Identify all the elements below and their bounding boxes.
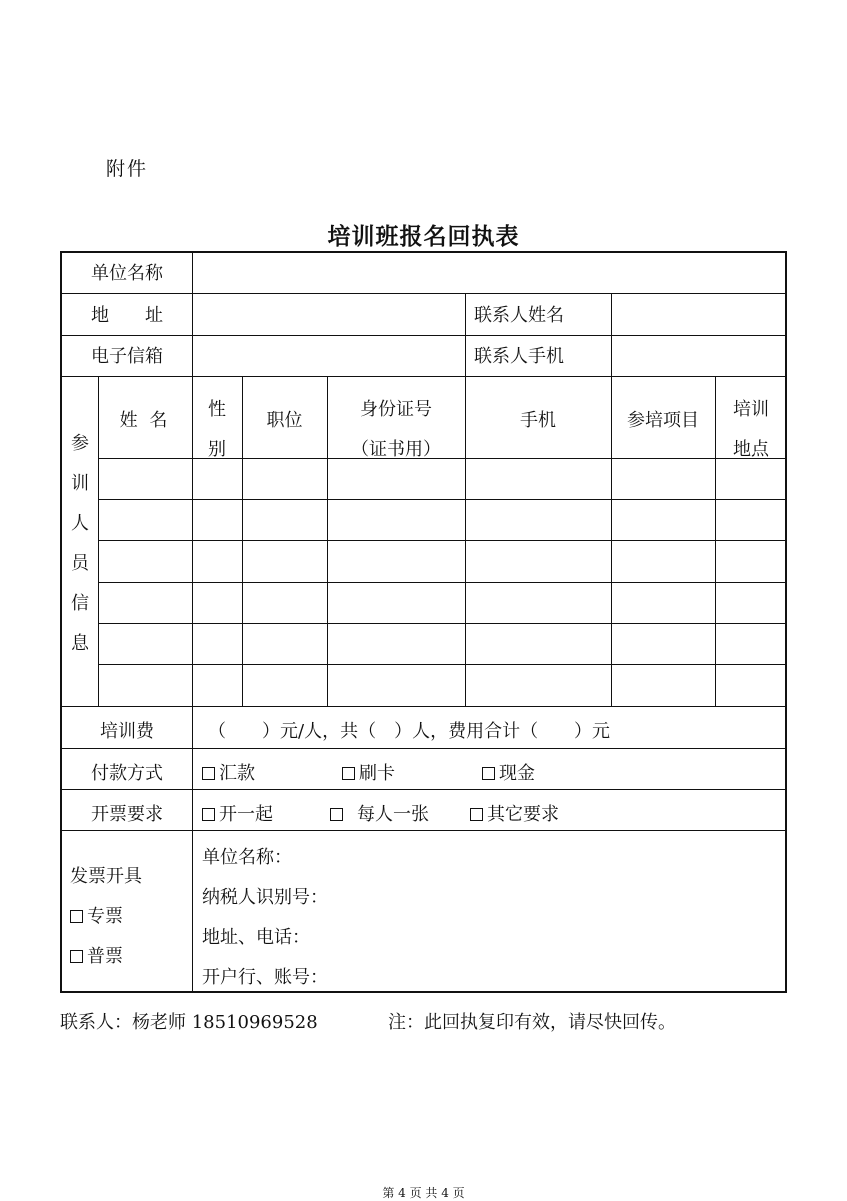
checkbox[interactable] — [202, 767, 215, 780]
row-divider — [62, 830, 787, 831]
gender-line: 性 — [208, 399, 226, 420]
invoice-requirement-label: 开票要求 — [91, 804, 163, 825]
location-line: 培训 — [733, 399, 769, 420]
row-divider — [62, 376, 787, 377]
invoice-option-label: 开一起 — [219, 804, 273, 825]
id-line: （证书用） — [351, 439, 441, 460]
column-header-gender — [192, 390, 242, 470]
column-divider — [465, 293, 466, 706]
trainee-info-char: 人 — [71, 513, 89, 534]
row-divider — [62, 335, 787, 336]
id-line: 身份证号 — [360, 399, 432, 420]
trainee-info-char: 训 — [71, 473, 89, 494]
checkbox[interactable] — [482, 767, 495, 780]
column-divider — [611, 293, 612, 706]
row-divider — [62, 789, 787, 790]
invoice-option-other[interactable] — [470, 804, 559, 826]
column-header-position: 职位 — [266, 410, 303, 431]
location-line: 地点 — [733, 439, 769, 460]
checkbox[interactable] — [202, 808, 215, 821]
attachment-label: 附件 — [106, 158, 149, 180]
fee-label: 培训费 — [100, 721, 154, 742]
checkbox[interactable] — [470, 808, 483, 821]
column-divider — [192, 253, 193, 993]
invoice-type-label: 专票 — [87, 906, 123, 927]
column-header-phone: 手机 — [520, 410, 556, 431]
payment-option-label: 刷卡 — [359, 763, 395, 784]
trainee-info-label — [62, 424, 98, 664]
checkbox[interactable] — [70, 950, 83, 963]
contact-phone-label: 联系人手机 — [474, 346, 564, 367]
payment-option-card[interactable] — [342, 763, 395, 785]
payment-option-label: 现金 — [499, 763, 535, 784]
invoice-option-label: 每人一张 — [357, 804, 429, 825]
column-header-location — [715, 390, 787, 470]
row-divider — [62, 706, 787, 707]
address-label: 地 址 — [91, 305, 163, 326]
checkbox[interactable] — [330, 808, 343, 821]
payment-label: 付款方式 — [91, 763, 163, 784]
row-divider — [62, 748, 787, 749]
contact-name-label: 联系人姓名 — [474, 305, 564, 326]
invoice-type-special[interactable] — [70, 906, 123, 928]
trainee-info-char: 息 — [71, 633, 89, 654]
registration-form-table — [60, 251, 787, 993]
trainee-info-char: 信 — [71, 593, 89, 614]
gender-line: 别 — [208, 439, 226, 460]
column-header-name: 姓 名 — [119, 410, 171, 431]
invoice-option-label: 其它要求 — [487, 804, 559, 825]
column-header-project: 参培项目 — [627, 410, 699, 431]
payment-option-cash[interactable] — [482, 763, 535, 785]
form-title: 培训班报名回执表 — [327, 223, 520, 250]
invoice-field-address-phone: 地址、电话： — [202, 927, 310, 948]
invoice-field-unit-name: 单位名称： — [202, 847, 292, 868]
row-divider — [98, 623, 787, 624]
invoice-type-ordinary[interactable] — [70, 946, 123, 968]
invoice-option-per-person[interactable] — [330, 804, 429, 826]
invoice-field-tax-id: 纳税人识别号： — [202, 887, 328, 908]
invoice-issue-label: 发票开具 — [70, 866, 142, 887]
fee-text: （ ）元/人，共（ ）人，费用合计（ ）元 — [208, 721, 611, 742]
invoice-option-combined[interactable] — [202, 804, 273, 826]
invoice-type-label: 普票 — [87, 946, 123, 967]
trainee-info-char: 员 — [71, 553, 89, 574]
row-divider — [98, 664, 787, 665]
payment-option-label: 汇款 — [219, 763, 255, 784]
checkbox[interactable] — [342, 767, 355, 780]
row-divider — [98, 499, 787, 500]
page-number: 第 4 页 共 4 页 — [382, 1186, 465, 1200]
email-label: 电子信箱 — [91, 346, 163, 367]
invoice-field-bank-account: 开户行、账号： — [202, 967, 328, 988]
payment-option-transfer[interactable] — [202, 763, 255, 785]
row-divider — [62, 293, 787, 294]
unit-name-label: 单位名称 — [91, 263, 163, 284]
column-header-id — [327, 390, 465, 470]
contact-person: 联系人：杨老师 18510969528 — [60, 1012, 318, 1033]
checkbox[interactable] — [70, 910, 83, 923]
row-divider — [98, 540, 787, 541]
copy-note: 注：此回执复印有效，请尽快回传。 — [388, 1012, 676, 1033]
trainee-info-char: 参 — [71, 433, 89, 454]
row-divider — [98, 582, 787, 583]
